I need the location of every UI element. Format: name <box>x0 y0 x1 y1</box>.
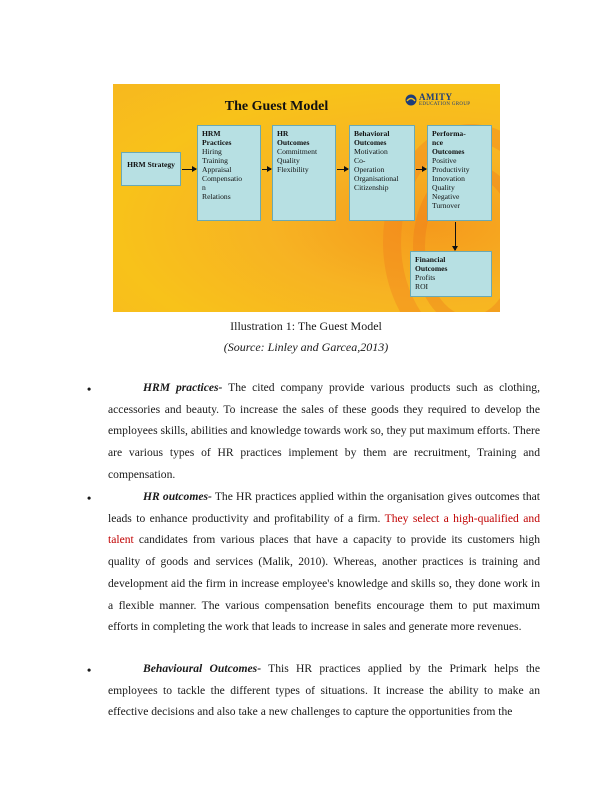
box-heading: HR <box>277 129 289 138</box>
bullet-text: The cited company provide various products such as clothing, accessories and beauty. To increase the sales of these goods they required to develop the employees skills, abilities and knowledge towards work so, they put maximum efforts. There are various types of HR practices implement by them are recruitment, Training and compensation. <box>108 381 540 481</box>
box-item: Quality <box>277 156 300 165</box>
box-heading: Outcomes <box>277 138 310 147</box>
box-heading: Outcomes <box>415 264 448 273</box>
flow-arrow <box>416 169 426 170</box>
logo-name: AMITY <box>419 92 453 102</box>
bullet-lead: HR outcomes- <box>143 490 212 503</box>
financial-outcomes-box <box>410 251 492 297</box>
flow-arrow <box>182 169 196 170</box>
bullet-text: candidates from various places that have a capacity to provide its customers high quality of goods and services (Malik, 2010). Whereas, another practices is training and development aid the firm in increase employee's knowledge and skills so, they done work in a flexible manner. The various compensation benefits encourage them to put maximum efforts in completing the work that leads to increase in sales and generate more revenues. <box>108 533 540 634</box>
box-heading: HRM Strategy <box>127 160 175 169</box>
box-item: Negative <box>432 192 460 201</box>
box-heading: Outcomes <box>432 147 465 156</box>
highlighted-text: They select a high-qualified and talent <box>108 511 540 547</box>
flow-arrow <box>337 169 348 170</box>
box-item: Relations <box>202 192 231 201</box>
bullet-icon: • <box>87 663 92 677</box>
bullet-icon: • <box>87 382 92 396</box>
bullet-icon: • <box>87 491 92 505</box>
bullet-lead: Behavioural Outcomes- <box>143 662 262 675</box>
behavioral-outcomes-box <box>349 125 415 221</box>
box-item: Quality <box>432 183 455 192</box>
box-heading: Behavioral <box>354 129 390 138</box>
box-heading: Performa- <box>432 129 466 138</box>
performance-outcomes-box <box>427 125 492 221</box>
box-item: Operation <box>354 165 385 174</box>
flow-arrow <box>262 169 271 170</box>
box-item: Commitment <box>277 147 318 156</box>
box-item: ROI <box>415 282 429 291</box>
hrm-strategy-box <box>121 152 181 186</box>
bullet-text: This HR practices applied by the Primark helps the employees to tackle the different types of situations. It increase the ability to make an effective decisions and also take a new challenges to capture the opportunities from the <box>108 662 540 719</box>
box-item: Flexibility <box>277 165 309 174</box>
box-heading: nce <box>432 138 443 147</box>
box-item: Co- <box>354 156 366 165</box>
box-item: n <box>202 183 206 192</box>
box-item: Organisational <box>354 174 399 183</box>
box-item: Hiring <box>202 147 222 156</box>
amity-logo-icon <box>405 94 417 106</box>
box-item: Positive <box>432 156 457 165</box>
guest-model-figure <box>113 84 500 312</box>
amity-logo <box>405 92 497 112</box>
box-item: Productivity <box>432 165 470 174</box>
bullet-paragraph-hr-outcomes <box>108 486 540 638</box>
hrm-practices-box <box>197 125 261 221</box>
box-item: Motivation <box>354 147 388 156</box>
bullet-text: The HR practices applied within the organisation gives outcomes that leads to enhance productivity and profitability of a firm. <box>108 490 540 525</box>
logo-subtitle: EDUCATION GROUP <box>419 102 471 107</box>
box-heading: Outcomes <box>354 138 387 147</box>
figure-source: (Source: Linley and Garcea,2013) <box>223 340 389 354</box>
box-item: Profits <box>415 273 436 282</box>
box-item: Appraisal <box>202 165 232 174</box>
bullet-paragraph-behavioural-outcomes <box>108 658 540 723</box>
box-item: Training <box>202 156 228 165</box>
figure-caption: Illustration 1: The Guest Model <box>230 319 382 333</box>
flow-arrow-down <box>455 222 456 250</box>
box-heading: Financial <box>415 255 446 264</box>
box-item: Compensatio <box>202 174 243 183</box>
box-item: Innovation <box>432 174 465 183</box>
box-item: Citizenship <box>354 183 389 192</box>
hr-outcomes-box <box>272 125 336 221</box>
figure-title: The Guest Model <box>224 99 329 114</box>
box-heading: Practices <box>202 138 232 147</box>
bullet-paragraph-hrm-practices <box>108 377 540 486</box>
box-heading: HRM <box>202 129 221 138</box>
bullet-lead: HRM practices- <box>143 381 223 394</box>
box-item: Turnover <box>432 201 460 210</box>
